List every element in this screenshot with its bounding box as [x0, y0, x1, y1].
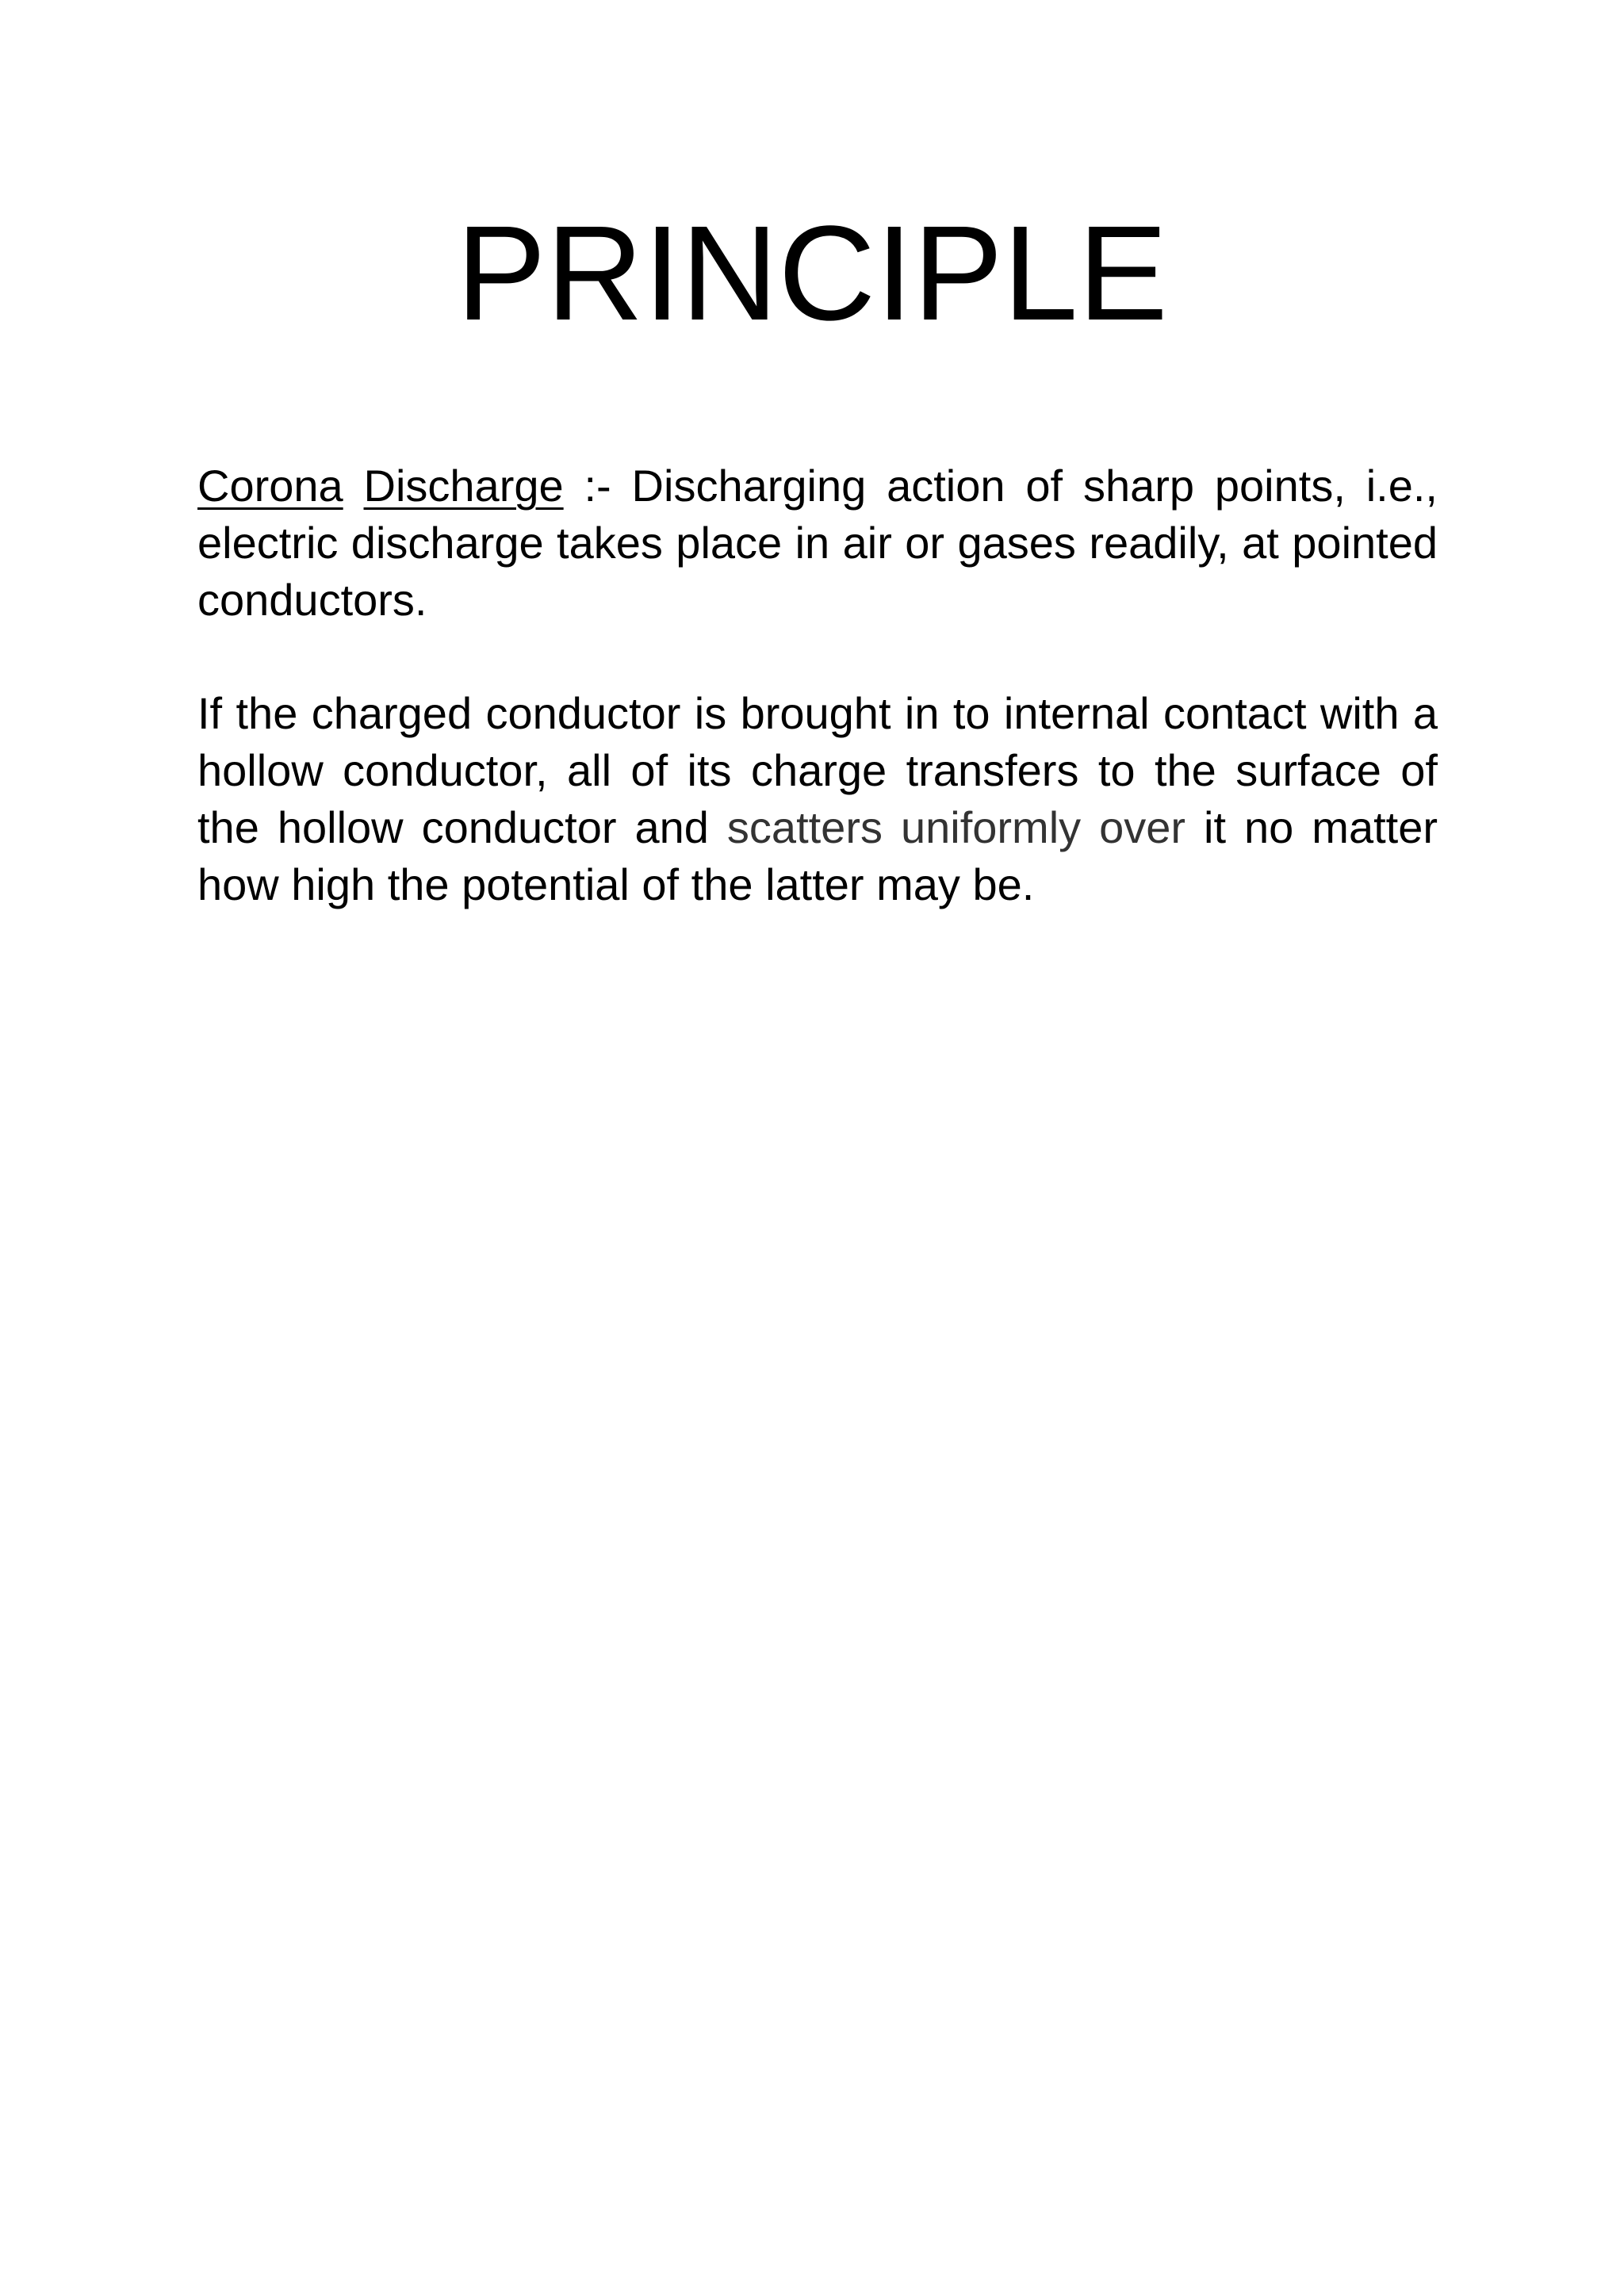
charged-conductor-paragraph: [197, 685, 1438, 913]
term-corona: Corona: [197, 461, 343, 511]
corona-discharge-definition: :- Discharging action of sharp points, i.e., electric discharge takes place in air or gases readily, at pointed conductors.: [197, 461, 1438, 625]
page-title: PRINCIPLE: [456, 198, 1168, 349]
paragraph2-text-end: it no matter how high the potential of the latter may be.: [197, 802, 1438, 909]
paragraph2-text-start: If the charged conductor is brought in to internal contact with a hollow conductor, all of its charge transfers to the surface of the hollow conductor and: [197, 688, 1438, 852]
corona-discharge-paragraph: [197, 457, 1438, 629]
term-discharge: Discharge: [363, 461, 564, 511]
paragraph2-text-gray: scatters uniformly over: [726, 802, 1186, 852]
